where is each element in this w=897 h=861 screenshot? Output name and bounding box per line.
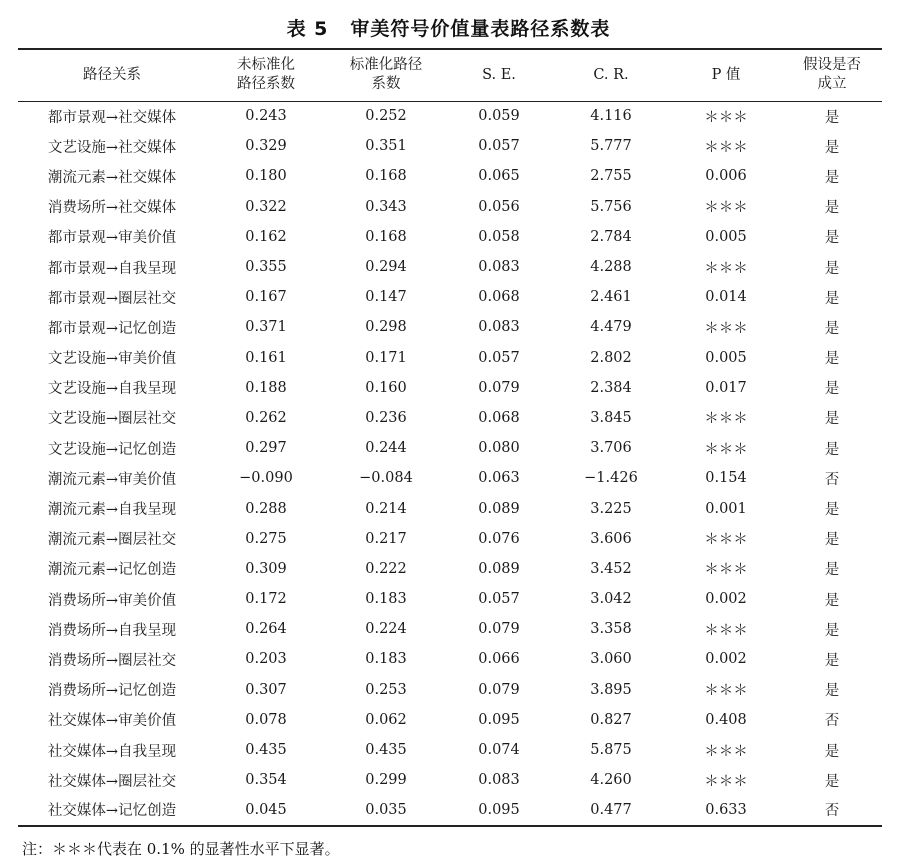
cell-std-coef: 0.062	[365, 711, 407, 728]
cell-hypothesis: 是	[824, 169, 840, 186]
cell-unstd-coef: 0.309	[245, 560, 287, 577]
table-row	[18, 282, 882, 312]
cell-std-coef: 0.168	[365, 228, 407, 245]
cell-p: 0.017	[705, 379, 747, 396]
cell-cr: 3.042	[590, 591, 632, 608]
table-row	[18, 343, 882, 373]
cell-path: 消费场所→圈层社交	[47, 652, 177, 669]
cell-p: ＊＊＊	[704, 109, 748, 126]
cell-path: 消费场所→自我呈现	[47, 622, 177, 639]
cell-hypothesis: 是	[824, 139, 840, 156]
table-row	[18, 765, 882, 795]
cell-hypothesis: 是	[824, 743, 840, 760]
cell-unstd-coef: 0.307	[245, 681, 287, 698]
cell-unstd-coef: 0.045	[245, 801, 287, 818]
cell-path: 都市景观→社交媒体	[47, 109, 177, 126]
cell-p: 0.154	[705, 470, 747, 487]
cell-cr: 4.116	[590, 108, 632, 125]
table-header-row	[18, 49, 882, 101]
cell-hypothesis: 是	[824, 683, 840, 700]
cell-p: ＊＊＊	[704, 441, 748, 458]
cell-path: 潮流元素→自我呈现	[47, 502, 177, 519]
cell-std-coef: 0.214	[365, 500, 407, 517]
cell-hypothesis: 是	[824, 351, 840, 368]
cell-std-coef: 0.222	[365, 560, 407, 577]
cell-se: 0.068	[478, 409, 520, 426]
cell-se: 0.095	[478, 801, 520, 818]
cell-p: ＊＊＊	[704, 139, 748, 156]
cell-p: ＊＊＊	[704, 743, 748, 760]
cell-cr: 3.060	[590, 651, 632, 668]
cell-unstd-coef: 0.371	[245, 319, 287, 336]
cell-std-coef: −0.084	[359, 470, 413, 487]
table-row	[18, 675, 882, 705]
cell-p: ＊＊＊	[704, 562, 748, 579]
cell-se: 0.083	[478, 772, 520, 789]
table-row	[18, 101, 882, 131]
cell-path: 文艺设施→圈层社交	[47, 411, 177, 428]
cell-p: ＊＊＊	[704, 411, 748, 428]
cell-unstd-coef: 0.435	[245, 742, 287, 759]
cell-p: ＊＊＊	[704, 683, 748, 700]
cell-path: 消费场所→记忆创造	[47, 683, 177, 700]
table-row	[18, 463, 882, 493]
cell-hypothesis: 是	[824, 411, 840, 428]
cell-cr: 3.225	[590, 500, 632, 517]
table-row	[18, 795, 882, 825]
cell-p: 0.633	[705, 801, 747, 818]
cell-p: ＊＊＊	[704, 532, 748, 549]
cell-cr: 4.260	[590, 772, 632, 789]
cell-cr: 3.895	[590, 681, 632, 698]
cell-unstd-coef: 0.322	[245, 198, 287, 215]
cell-unstd-coef: −0.090	[239, 470, 293, 487]
cell-std-coef: 0.298	[365, 319, 407, 336]
cell-se: 0.056	[478, 198, 520, 215]
table-row	[18, 735, 882, 765]
cell-unstd-coef: 0.288	[245, 500, 287, 517]
cell-hypothesis: 是	[824, 109, 840, 126]
cell-std-coef: 0.183	[365, 651, 407, 668]
cell-hypothesis: 是	[824, 260, 840, 277]
cell-unstd-coef: 0.354	[245, 772, 287, 789]
table-row	[18, 312, 882, 342]
cell-cr: 0.827	[590, 711, 632, 728]
cell-hypothesis: 是	[824, 381, 840, 398]
cell-std-coef: 0.351	[365, 138, 407, 155]
cell-path: 文艺设施→审美价值	[47, 351, 177, 368]
cell-hypothesis: 是	[824, 200, 840, 217]
table-row	[18, 161, 882, 191]
table-row	[18, 614, 882, 644]
cell-std-coef: 0.435	[365, 742, 407, 759]
table-title-text: 审美符号价值量表路径系数表	[350, 18, 611, 40]
cell-se: 0.083	[478, 319, 520, 336]
cell-std-coef: 0.343	[365, 198, 407, 215]
header-se: S. E.	[482, 66, 516, 83]
cell-unstd-coef: 0.162	[245, 228, 287, 245]
cell-unstd-coef: 0.243	[245, 108, 287, 125]
table-row	[18, 644, 882, 674]
cell-p: 0.006	[705, 168, 747, 185]
cell-path: 都市景观→记忆创造	[47, 320, 177, 337]
header-path: 路径关系	[83, 66, 141, 83]
cell-cr: 4.479	[590, 319, 632, 336]
cell-unstd-coef: 0.172	[245, 591, 287, 608]
cell-p: ＊＊＊	[704, 320, 748, 337]
cell-std-coef: 0.147	[365, 289, 407, 306]
cell-se: 0.089	[478, 500, 520, 517]
cell-path: 社交媒体→记忆创造	[47, 803, 177, 820]
cell-hypothesis: 是	[824, 502, 840, 519]
cell-cr: 2.784	[590, 228, 632, 245]
cell-cr: −1.426	[584, 470, 638, 487]
table-row	[18, 373, 882, 403]
cell-unstd-coef: 0.167	[245, 289, 287, 306]
cell-hypothesis: 是	[824, 622, 840, 639]
cell-unstd-coef: 0.078	[245, 711, 287, 728]
cell-unstd-coef: 0.262	[245, 409, 287, 426]
cell-se: 0.076	[478, 530, 520, 547]
cell-unstd-coef: 0.329	[245, 138, 287, 155]
cell-cr: 3.845	[590, 409, 632, 426]
cell-hypothesis: 是	[824, 290, 840, 307]
cell-cr: 4.288	[590, 259, 632, 276]
cell-path: 社交媒体→审美价值	[47, 713, 177, 730]
cell-se: 0.095	[478, 711, 520, 728]
table-body	[18, 101, 882, 826]
cell-se: 0.057	[478, 138, 520, 155]
table-row	[18, 705, 882, 735]
cell-hypothesis: 是	[824, 441, 840, 458]
cell-hypothesis: 是	[824, 320, 840, 337]
cell-p: 0.005	[705, 228, 747, 245]
cell-unstd-coef: 0.161	[245, 349, 287, 366]
cell-unstd-coef: 0.188	[245, 379, 287, 396]
cell-std-coef: 0.217	[365, 530, 407, 547]
cell-cr: 2.461	[590, 289, 632, 306]
cell-hypothesis: 是	[824, 592, 840, 609]
cell-unstd-coef: 0.264	[245, 621, 287, 638]
cell-se: 0.089	[478, 560, 520, 577]
cell-std-coef: 0.160	[365, 379, 407, 396]
cell-p: ＊＊＊	[704, 773, 748, 790]
cell-p: ＊＊＊	[704, 200, 748, 217]
cell-p: ＊＊＊	[704, 622, 748, 639]
cell-p: ＊＊＊	[704, 260, 748, 277]
cell-cr: 5.756	[590, 198, 632, 215]
cell-path: 潮流元素→记忆创造	[47, 562, 177, 579]
cell-hypothesis: 否	[824, 471, 840, 488]
cell-p: 0.002	[705, 591, 747, 608]
cell-se: 0.059	[478, 108, 520, 125]
table-note: 注：＊＊＊代表在 0.1% 的显著性水平下显著。	[22, 840, 340, 858]
cell-p: 0.014	[705, 289, 747, 306]
table-row	[18, 433, 882, 463]
cell-std-coef: 0.171	[365, 349, 407, 366]
cell-unstd-coef: 0.355	[245, 259, 287, 276]
cell-path: 都市景观→自我呈现	[47, 260, 177, 277]
cell-cr: 2.802	[590, 349, 632, 366]
cell-path: 潮流元素→圈层社交	[47, 532, 177, 549]
cell-std-coef: 0.168	[365, 168, 407, 185]
cell-se: 0.068	[478, 289, 520, 306]
cell-path: 潮流元素→审美价值	[47, 471, 177, 488]
table-row	[18, 403, 882, 433]
cell-hypothesis: 否	[824, 803, 840, 820]
cell-se: 0.083	[478, 259, 520, 276]
table-row	[18, 252, 882, 282]
table-row	[18, 192, 882, 222]
cell-cr: 2.384	[590, 379, 632, 396]
cell-std-coef: 0.253	[365, 681, 407, 698]
cell-cr: 3.452	[590, 560, 632, 577]
cell-se: 0.080	[478, 440, 520, 457]
cell-cr: 5.875	[590, 742, 632, 759]
cell-hypothesis: 是	[824, 773, 840, 790]
table-row	[18, 131, 882, 161]
cell-std-coef: 0.035	[365, 801, 407, 818]
cell-path: 消费场所→社交媒体	[47, 200, 177, 217]
cell-path: 文艺设施→社交媒体	[47, 139, 177, 156]
table-row	[18, 222, 882, 252]
cell-hypothesis: 是	[824, 532, 840, 549]
cell-cr: 3.358	[590, 621, 632, 638]
cell-p: 0.005	[705, 349, 747, 366]
cell-se: 0.057	[478, 591, 520, 608]
cell-unstd-coef: 0.203	[245, 651, 287, 668]
table-title	[0, 14, 897, 41]
table-row	[18, 554, 882, 584]
table-row	[18, 584, 882, 614]
cell-std-coef: 0.224	[365, 621, 407, 638]
cell-cr: 3.706	[590, 440, 632, 457]
cell-std-coef: 0.299	[365, 772, 407, 789]
cell-path: 社交媒体→自我呈现	[47, 743, 177, 760]
table-number: 表 5	[286, 18, 329, 40]
cell-path: 文艺设施→自我呈现	[47, 381, 177, 398]
cell-hypothesis: 是	[824, 230, 840, 247]
cell-p: 0.408	[705, 711, 747, 728]
cell-path: 都市景观→审美价值	[47, 230, 177, 247]
header-std-coef: 标准化路径 系数	[349, 57, 423, 93]
cell-se: 0.063	[478, 470, 520, 487]
header-unstd-coef: 未标准化 路径系数	[237, 57, 295, 93]
cell-std-coef: 0.244	[365, 440, 407, 457]
cell-unstd-coef: 0.275	[245, 530, 287, 547]
cell-cr: 3.606	[590, 530, 632, 547]
cell-cr: 2.755	[590, 168, 632, 185]
cell-se: 0.079	[478, 621, 520, 638]
cell-path: 潮流元素→社交媒体	[47, 169, 177, 186]
table-row	[18, 524, 882, 554]
cell-hypothesis: 是	[824, 652, 840, 669]
cell-std-coef: 0.294	[365, 259, 407, 276]
cell-path: 文艺设施→记忆创造	[47, 441, 177, 458]
header-p: P 值	[711, 66, 741, 83]
cell-hypothesis: 否	[824, 713, 840, 730]
cell-std-coef: 0.252	[365, 108, 407, 125]
table-row	[18, 493, 882, 523]
header-cr: C. R.	[593, 66, 629, 83]
cell-path: 都市景观→圈层社交	[47, 290, 177, 307]
cell-cr: 5.777	[590, 138, 632, 155]
cell-std-coef: 0.236	[365, 409, 407, 426]
cell-hypothesis: 是	[824, 562, 840, 579]
cell-p: 0.001	[705, 500, 747, 517]
cell-se: 0.065	[478, 168, 520, 185]
cell-path: 消费场所→审美价值	[47, 592, 177, 609]
cell-se: 0.058	[478, 228, 520, 245]
cell-se: 0.079	[478, 681, 520, 698]
cell-cr: 0.477	[590, 801, 632, 818]
cell-se: 0.066	[478, 651, 520, 668]
path-coefficient-table	[18, 48, 882, 827]
cell-unstd-coef: 0.297	[245, 440, 287, 457]
cell-se: 0.057	[478, 349, 520, 366]
header-hypothesis: 假设是否 成立	[803, 57, 861, 93]
cell-path: 社交媒体→圈层社交	[47, 773, 177, 790]
cell-se: 0.079	[478, 379, 520, 396]
cell-p: 0.002	[705, 651, 747, 668]
cell-std-coef: 0.183	[365, 591, 407, 608]
cell-se: 0.074	[478, 742, 520, 759]
cell-unstd-coef: 0.180	[245, 168, 287, 185]
